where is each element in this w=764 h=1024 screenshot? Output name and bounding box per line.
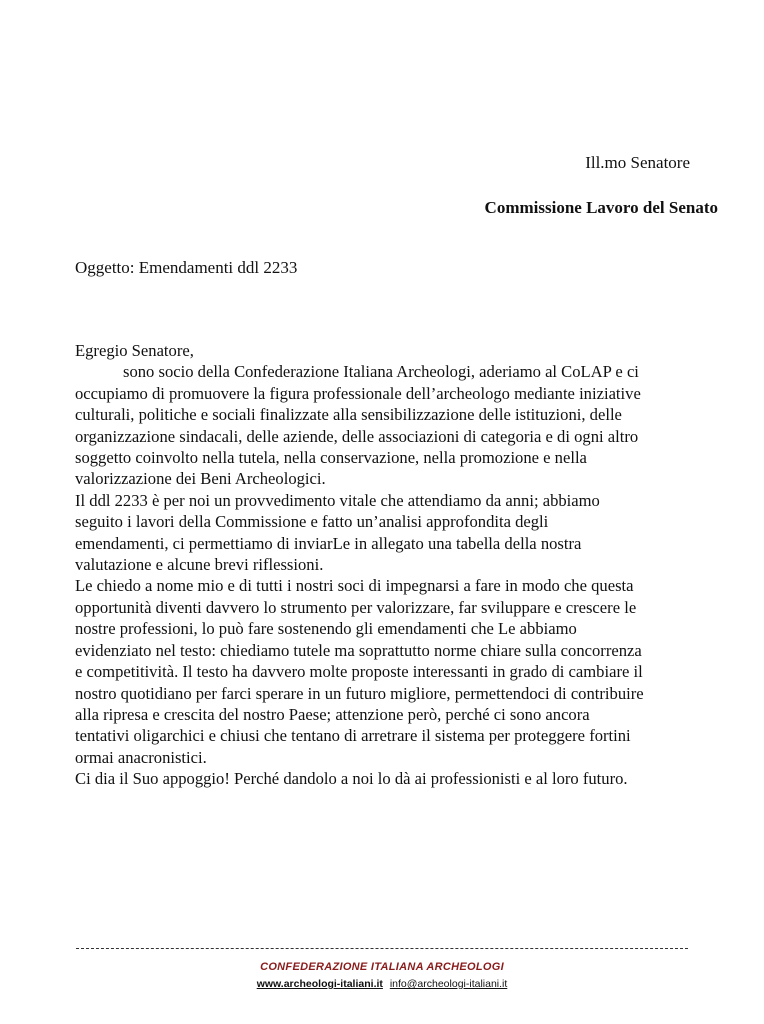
body-line: opportunità diventi davvero lo strumento per valorizzare, far sviluppare e crescere le	[75, 597, 637, 617]
body-line: seguito i lavori della Commissione e fatto un’analisi approfondita degli	[75, 512, 549, 532]
body-line: evidenziato nel testo: chiediamo tutele ma soprattutto norme chiare sulla concorrenza	[75, 640, 642, 660]
body-line: tentativi oligarchici e chiusi che tentano di arretrare il sistema per proteggere fortini	[75, 726, 631, 746]
body-line: occupiamo di promuovere la figura professionale dell’archeologo mediante iniziative	[75, 383, 641, 403]
body-line: sono socio della Confederazione Italiana Archeologi, aderiamo al CoLAP e ci	[123, 362, 639, 382]
footer-divider	[76, 948, 688, 949]
body-line: Le chiedo a nome mio e di tutti i nostri soci di impegnarsi a fare in modo che questa	[75, 576, 634, 596]
body-line: emendamenti, ci permettiamo di inviarLe in allegato una tabella della nostra	[75, 533, 582, 553]
website-link[interactable]: www.archeologi-italiani.it	[256, 978, 383, 990]
body-line: nostre professioni, lo può fare sostenendo gli emendamenti che Le abbiamo	[75, 619, 577, 639]
body-line: soggetto coinvolto nella tutela, nella conservazione, nella promozione e nella	[75, 448, 587, 468]
footer-organization: CONFEDERAZIONE ITALIANA ARCHEOLOGI	[260, 961, 504, 973]
body-line: culturali, politiche e sociali finalizzate alla sensibilizzazione delle istituzioni, delle	[75, 405, 622, 425]
email-link[interactable]: info@archeologi-italiani.it	[389, 978, 508, 990]
recipient-commission: Commissione Lavoro del Senato	[484, 198, 718, 217]
letter-body	[75, 340, 705, 790]
letter-subject: Oggetto: Emendamenti ddl 2233	[75, 258, 298, 277]
body-line: ormai anacronistici.	[75, 747, 207, 767]
closing-line: Ci dia il Suo appoggio! Perché dandolo a noi lo dà ai professionisti e al loro futuro.	[75, 769, 628, 789]
salutation: Egregio Senatore,	[75, 341, 194, 360]
body-line: e competitività. Il testo ha davvero molte proposte interessanti in grado di cambiare il	[75, 662, 643, 682]
body-line: organizzazione sindacali, delle aziende, delle associazioni di categoria e di ogni altro	[75, 426, 639, 446]
body-line: alla ripresa e crescita del nostro Paese; attenzione però, perché ci sono ancora	[75, 704, 590, 724]
recipient-title: Ill.mo Senatore	[585, 153, 690, 172]
body-line: valorizzazione dei Beni Archeologici.	[75, 469, 326, 489]
body-line: Il ddl 2233 è per noi un provvedimento vitale che attendiamo da anni; abbiamo	[75, 490, 600, 510]
footer-contacts	[0, 978, 764, 990]
body-line: nostro quotidiano per farci sperare in un futuro migliore, permettendoci di contribuire	[75, 683, 644, 703]
body-line: valutazione e alcune brevi riflessioni.	[75, 555, 324, 575]
